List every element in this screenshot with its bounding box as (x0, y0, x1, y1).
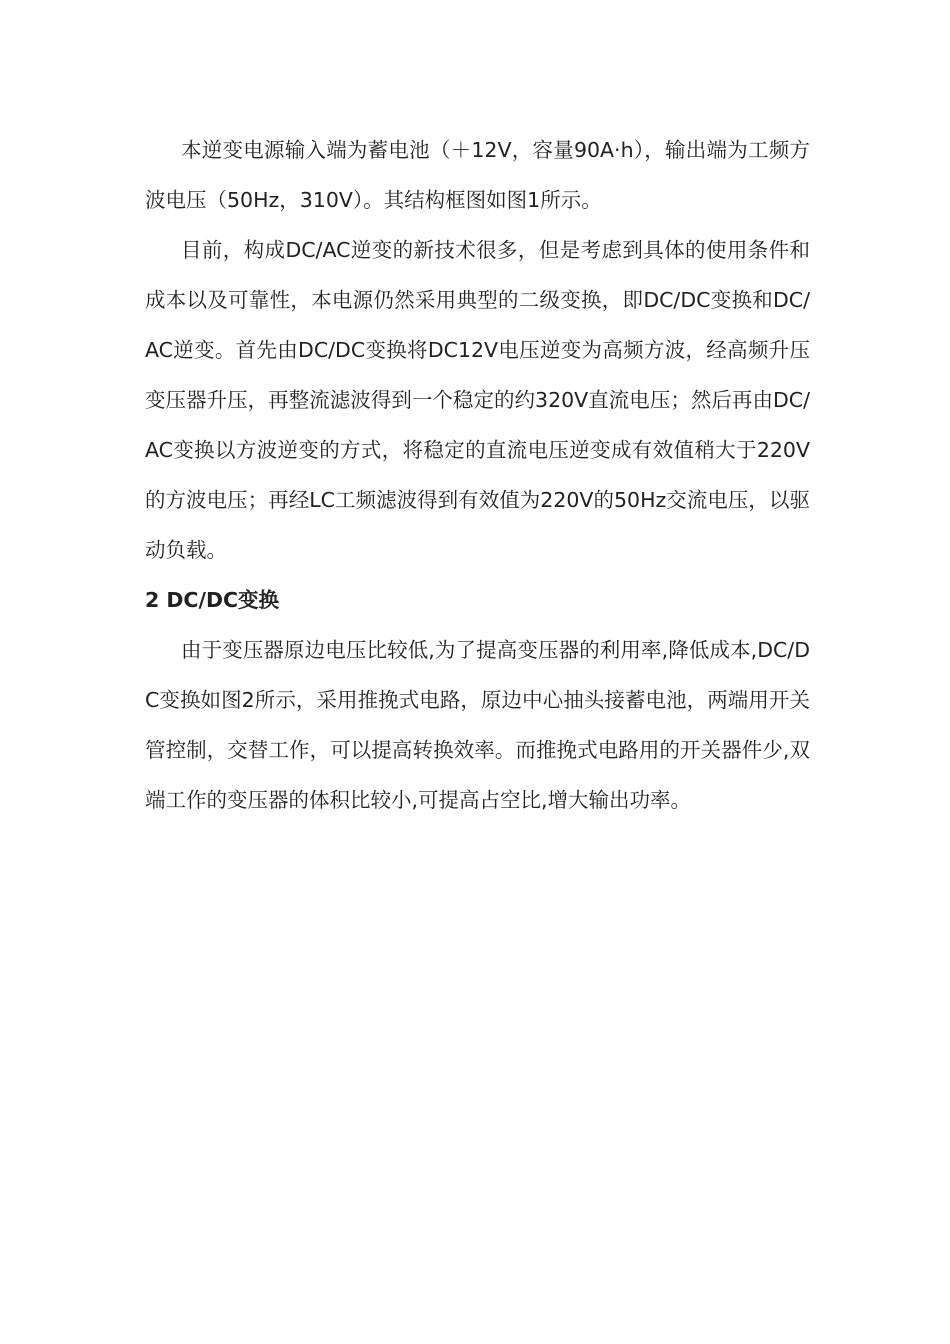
document-body (145, 125, 810, 825)
paragraph-push-pull: 由于变压器原边电压比较低,为了提高变压器的利用率,降低成本,DC/DC变换如图2所示，采用推挽式电路，原边中心抽头接蓄电池，两端用开关管控制，交替工作，可以提高转换效率。而推挽式电路用的开关器件少,双端工作的变压器的体积比较小,可提高占空比,增大输出功率。 (145, 638, 810, 812)
paragraph-conversion-stages: 目前，构成DC/AC逆变的新技术很多，但是考虑到具体的使用条件和成本以及可靠性，本电源仍然采用典型的二级变换，即DC/DC变换和DC/AC逆变。首先由DC/DC变换将DC12V电压逆变为高频方波，经高频升压变压器升压，再整流滤波得到一个稳定的约320V直流电压；然后再由DC/AC变换以方波逆变的方式，将稳定的直流电压逆变成有效值稍大于220V的方波电压；再经LC工频滤波得到有效值为220V的50Hz交流电压，以驱动负载。 (145, 238, 810, 562)
section-heading-dcdc: 2 DC/DC变换 (145, 588, 280, 612)
paragraph-input-output: 本逆变电源输入端为蓄电池（＋12V，容量90A·h），输出端为工频方波电压（50Hz，310V）。其结构框图如图1所示。 (145, 138, 810, 212)
